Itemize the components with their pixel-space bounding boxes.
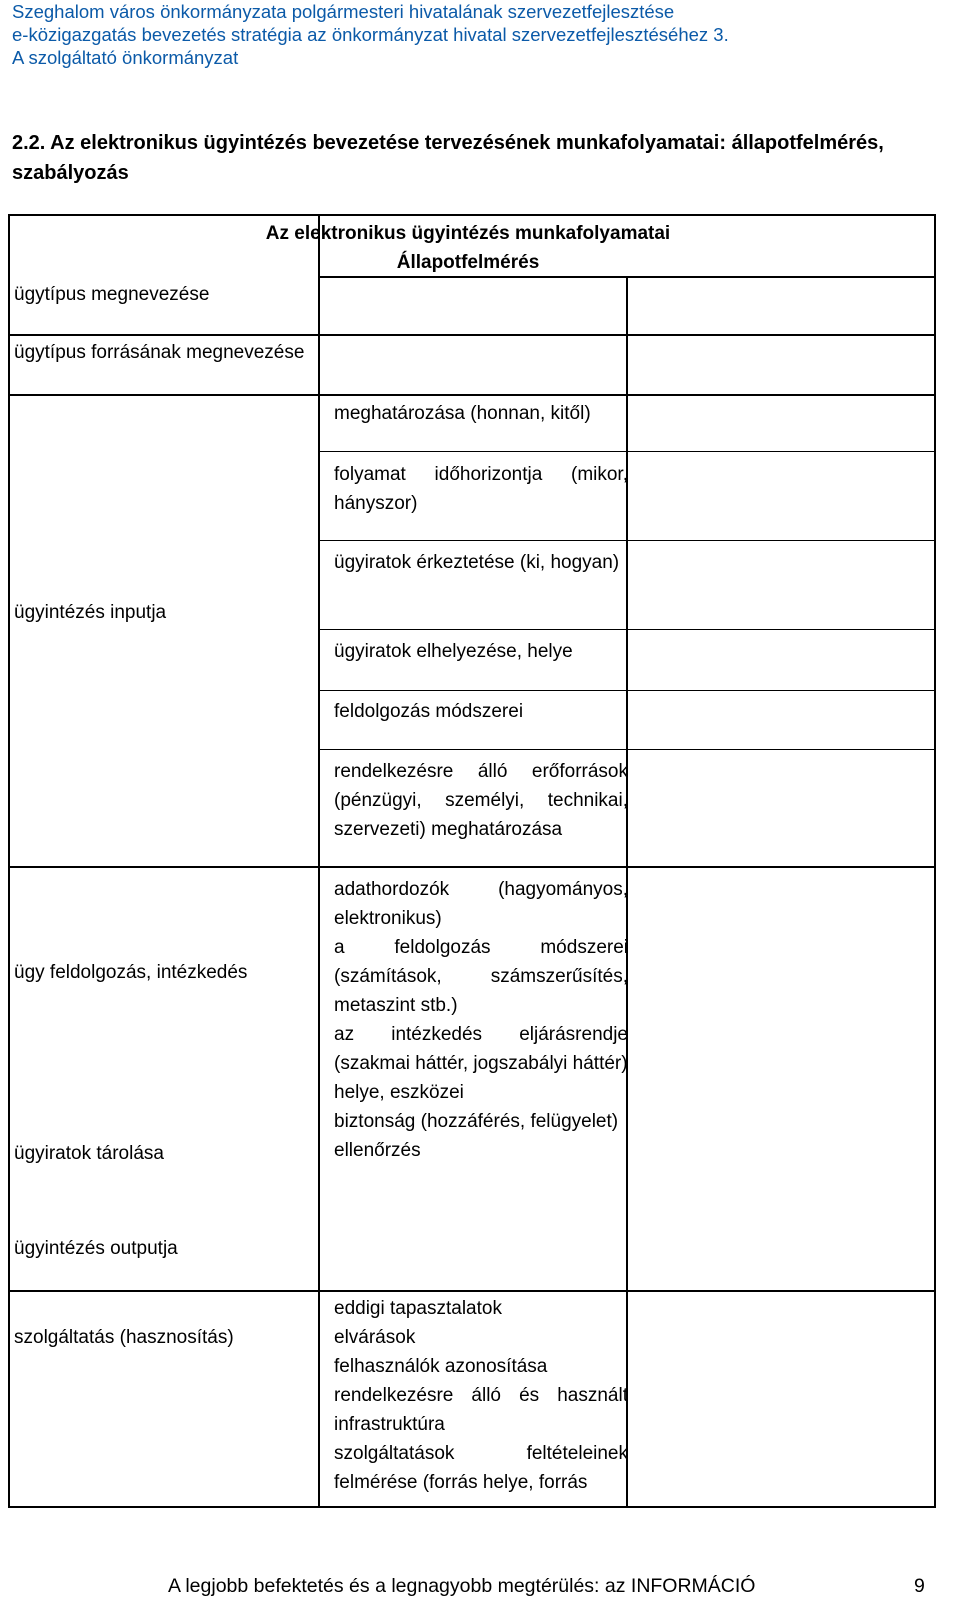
table-right-border [934,214,936,1508]
table-head-line-2: Állapotfelmérés [396,252,540,273]
row-label-outputja: ügyintézés outputja [14,1238,178,1259]
input-item: feldolgozás módszerei [334,701,524,722]
header-line-3: A szolgáltató önkormányzat [12,47,239,68]
processing-item: a feldolgozás módszerei (számítások, számszerűsítés, metaszint stb.) [334,937,628,1016]
processing-item: biztonság (hozzáférés, felügyelet) [334,1111,619,1132]
service-items [334,1294,628,1497]
service-item: rendelkezésre álló és használt infrastruktúra [334,1385,628,1435]
section-title: 2.2. Az elektronikus ügyintézés bevezetése tervezésének munkafolyamatai: állapotfelmérés, szabályozás [12,132,884,184]
processing-item: adathordozók (hagyományos, elektronikus) [334,879,628,929]
processing-item: az intézkedés eljárásrendje (szakmai háttér, jogszabályi háttér) [334,1024,628,1074]
row-label-inputja: ügyintézés inputja [14,602,167,623]
page-number: 9 [914,1575,925,1597]
input-item: ügyiratok elhelyezése, helye [334,641,573,662]
table-top-border [8,214,936,216]
input-divider-2 [318,540,936,541]
row-divider-2 [8,394,936,396]
input-divider-1 [318,451,936,452]
header-line-2: e-közigazgatás bevezetés stratégia az önkormányzat hivatal szervezetfejlesztéséhez 3. [12,24,729,45]
input-item: rendelkezésre álló erőforrások (pénzügyi, személyi, technikai, szervezeti) meghatározása [334,761,628,840]
processing-items [334,875,628,1165]
table-head-cell [238,219,698,277]
table-left-border [8,214,10,1508]
input-item: folyamat időhorizontja (mikor, hányszor) [334,464,628,514]
service-item: felhasználók azonosítása [334,1356,548,1377]
service-item: eddigi tapasztalatok [334,1298,502,1319]
processing-item: ellenőrzés [334,1140,421,1161]
table-bottom-border [8,1506,936,1508]
input-divider-3 [318,629,936,630]
row-label-forras: ügytípus forrásának megnevezése [14,342,305,363]
table-head-line-1: Az elektronikus ügyintézés munkafolyamatai [265,223,671,244]
processing-item: helye, eszközei [334,1082,464,1103]
input-item: meghatározása (honnan, kitől) [334,403,591,424]
input-item: ügyiratok érkeztetése (ki, hogyan) [334,552,620,573]
row-divider-1 [8,334,936,336]
column-divider-1 [318,214,320,1508]
row-label-tarolas: ügyiratok tárolása [14,1143,164,1164]
header-line-1: Szeghalom város önkormányzata polgármesteri hivatalának szervezetfejlesztése [12,1,675,22]
row-label-feldolgozas: ügy feldolgozás, intézkedés [14,962,248,983]
input-divider-5 [318,749,936,750]
row-label-szolgaltatas: szolgáltatás (hasznosítás) [14,1327,234,1348]
row-label-ugytipus: ügytípus megnevezése [14,284,210,305]
footer-text: A legjobb befektetés és a legnagyobb megtérülés: az INFORMÁCIÓ [168,1575,756,1597]
service-item: elvárások [334,1327,416,1348]
service-item: szolgáltatások feltételeinek felmérése (forrás helye, forrás [334,1443,628,1493]
row-divider-4 [8,1290,936,1292]
input-divider-4 [318,690,936,691]
row-divider-3 [8,866,936,868]
